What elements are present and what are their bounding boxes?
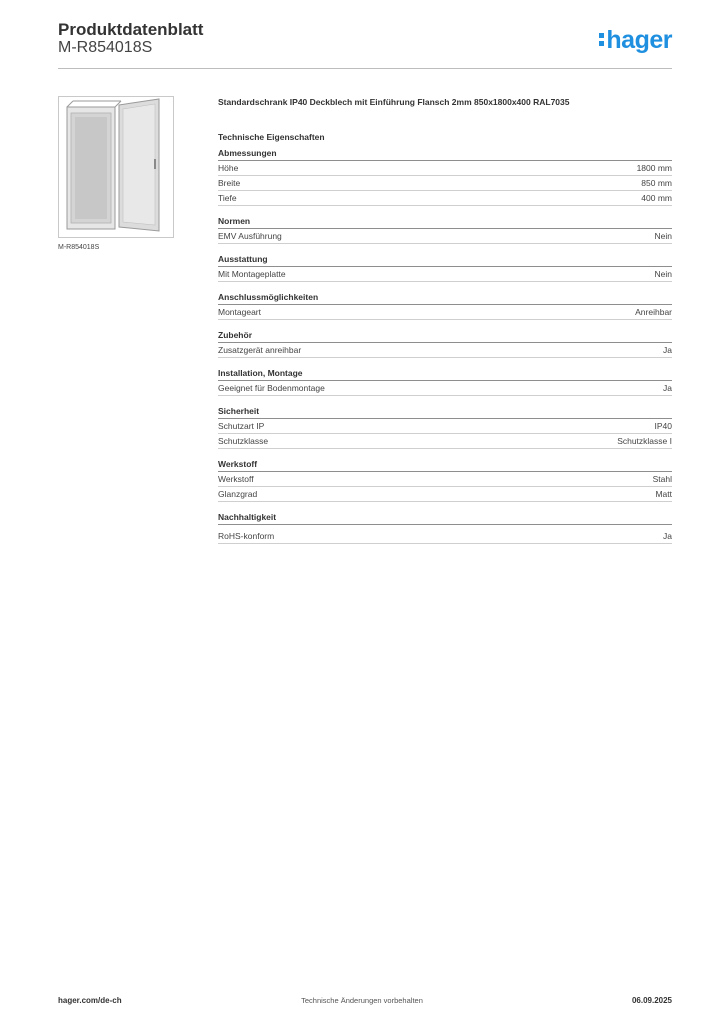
product-image	[58, 96, 174, 238]
property-row	[218, 487, 672, 502]
image-caption: M-R854018S	[58, 244, 100, 251]
property-value: Ja	[663, 345, 672, 355]
section-heading: Zubehör	[218, 328, 672, 343]
property-label: Mit Montageplatte	[218, 269, 286, 279]
product-details	[218, 96, 672, 544]
property-label: Tiefe	[218, 193, 237, 203]
section-heading: Normen	[218, 214, 672, 229]
property-row	[218, 472, 672, 487]
property-label: RoHS-konform	[218, 531, 275, 541]
property-label: Geeignet für Bodenmontage	[218, 383, 325, 393]
hager-logo	[599, 26, 672, 55]
property-section	[218, 146, 672, 206]
article-number: M-R854018S	[58, 39, 153, 56]
property-label: Werkstoff	[218, 474, 254, 484]
section-heading: Sicherheit	[218, 404, 672, 419]
property-row	[218, 229, 672, 244]
property-value: 400 mm	[641, 193, 672, 203]
property-row	[218, 305, 672, 320]
property-value: Matt	[655, 489, 672, 499]
product-title: Standardschrank IP40 Deckblech mit Einführung Flansch 2mm 850x1800x400 RAL7035	[218, 97, 570, 107]
property-value: Anreihbar	[635, 307, 672, 317]
section-heading: Werkstoff	[218, 457, 672, 472]
property-row	[218, 161, 672, 176]
property-row	[218, 381, 672, 396]
property-label: Schutzart IP	[218, 421, 265, 431]
property-row	[218, 434, 672, 449]
section-heading: Installation, Montage	[218, 366, 672, 381]
logo-colon-icon	[599, 26, 604, 48]
property-row	[218, 191, 672, 206]
footer-website: hager.com/de-ch	[58, 996, 122, 1005]
property-value: Nein	[654, 231, 672, 241]
property-value: 850 mm	[641, 178, 672, 188]
document-title: Produktdatenblatt	[58, 20, 204, 39]
property-section	[218, 366, 672, 396]
property-row	[218, 267, 672, 282]
property-section	[218, 214, 672, 244]
property-label: Höhe	[218, 163, 239, 173]
property-row	[218, 176, 672, 191]
property-label: Breite	[218, 178, 241, 188]
section-heading: Anschlussmöglichkeiten	[218, 290, 672, 305]
tech-properties-heading: Technische Eigenschaften	[218, 132, 325, 142]
footer-note: Technische Änderungen vorbehalten	[301, 996, 423, 1005]
property-section	[218, 290, 672, 320]
property-value: Ja	[663, 383, 672, 393]
property-sections	[218, 146, 672, 544]
property-value: Schutzklasse I	[617, 436, 672, 446]
property-label: Schutzklasse	[218, 436, 269, 446]
property-value: Nein	[654, 269, 672, 279]
property-row	[218, 419, 672, 434]
property-row	[218, 529, 672, 544]
property-label: EMV Ausführung	[218, 231, 282, 241]
property-section	[218, 457, 672, 502]
property-value: 1800 mm	[636, 163, 672, 173]
section-heading: Ausstattung	[218, 252, 672, 267]
property-label: Montageart	[218, 307, 261, 317]
section-heading: Abmessungen	[218, 146, 672, 161]
section-heading: Nachhaltigkeit	[218, 510, 672, 525]
cabinet-product-image	[59, 97, 173, 237]
property-section	[218, 404, 672, 449]
property-row	[218, 343, 672, 358]
footer-date: 06.09.2025	[631, 996, 672, 1005]
property-value: Ja	[663, 531, 672, 541]
property-label: Zusatzgerät anreihbar	[218, 345, 302, 355]
logo-text: hager	[606, 26, 672, 54]
property-value: Stahl	[652, 474, 672, 484]
header-divider	[58, 68, 672, 69]
property-section	[218, 252, 672, 282]
property-value: IP40	[654, 421, 672, 431]
property-section	[218, 510, 672, 544]
property-label: Glanzgrad	[218, 489, 258, 499]
property-section	[218, 328, 672, 358]
